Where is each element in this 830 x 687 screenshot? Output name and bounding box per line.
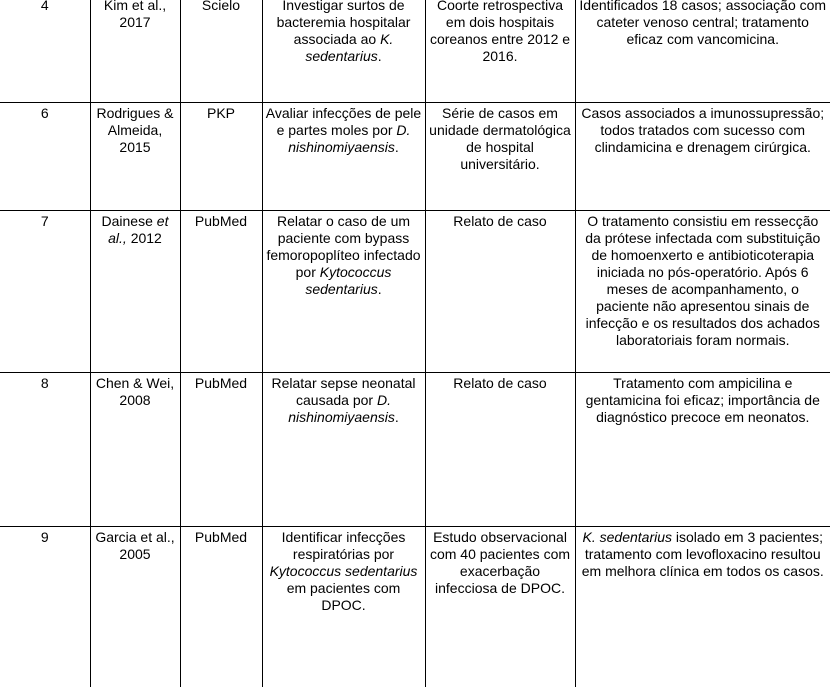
cell-results bbox=[575, 211, 830, 373]
cell-text: Relatar o caso de um paciente com bypass femoropoplíteo infectado por bbox=[266, 213, 421, 280]
cell-text: Identificados 18 casos; associação com cateter venoso central; tratamento eficaz com vancomicina. bbox=[579, 0, 827, 47]
cell-number: 8 bbox=[0, 373, 90, 527]
cell-text: Identificar infecções respiratórias por bbox=[281, 529, 406, 562]
cell-text: Investigar surtos de bacteremia hospitalar associada ao bbox=[276, 0, 411, 47]
cell-author: Chen & Wei, 2008 bbox=[90, 373, 180, 527]
cell-database: Scielo bbox=[180, 0, 262, 103]
table-row bbox=[0, 527, 830, 687]
cell-design bbox=[425, 103, 575, 211]
cell-text: Casos associados a imunossupressão; todos tratados com sucesso com clindamicina e drenagem cirúrgica. bbox=[581, 105, 825, 155]
cell-text: . bbox=[377, 48, 382, 64]
italic-text: D. nishinomiyaensis bbox=[288, 122, 411, 155]
cell-text: . bbox=[377, 281, 382, 297]
cell-text: Dainese bbox=[101, 213, 157, 229]
cell-results bbox=[575, 527, 830, 687]
cell-text: Relatar sepse neonatal causada por bbox=[271, 375, 416, 408]
cell-text: . bbox=[394, 409, 399, 425]
cell-author: Rodrigues & Almeida, 2015 bbox=[90, 103, 180, 211]
italic-text: Kytococcus sedentarius bbox=[305, 264, 392, 297]
table-row bbox=[0, 0, 830, 103]
italic-text: K. sedentarius bbox=[582, 529, 672, 545]
cell-text: Coorte retrospectiva em dois hospitais coreanos entre 2012 e 2016. bbox=[429, 0, 571, 64]
cell-text: O tratamento consistiu em ressecção da prótese infectada com substituição de homoenxerto e antibioticoterapia iniciada no pós-operatório. Após 6 meses de acompanhamento, o paciente não apresentou sinais de infecção e os resultados dos achados laboratoriais foram normais. bbox=[585, 213, 821, 348]
cell-results bbox=[575, 0, 830, 103]
table-row bbox=[0, 103, 830, 211]
cell-text: Tratamento com ampicilina e gentamicina foi eficaz; importância de diagnóstico precoce em neonatos. bbox=[585, 375, 820, 425]
cell-text: em pacientes com DPOC. bbox=[286, 580, 401, 613]
cell-text: 2012 bbox=[126, 230, 162, 246]
cell-text: Relato de caso bbox=[453, 375, 547, 391]
cell-text: Estudo observacional com 40 pacientes com exacerbação infecciosa de DPOC. bbox=[429, 529, 571, 596]
italic-text: Kytococcus sedentarius bbox=[269, 563, 418, 579]
cell-objective bbox=[262, 0, 425, 103]
cell-design bbox=[425, 211, 575, 373]
cell-database: PubMed bbox=[180, 527, 262, 687]
cell-author: Garcia et al., 2005 bbox=[90, 527, 180, 687]
cell-text: Avaliar infecções de pele e partes moles por bbox=[265, 105, 422, 138]
cell-results bbox=[575, 103, 830, 211]
cell-number: 4 bbox=[0, 0, 90, 103]
cell-objective bbox=[262, 211, 425, 373]
cell-objective bbox=[262, 373, 425, 527]
italic-text: et al., bbox=[108, 213, 169, 246]
cell-objective bbox=[262, 103, 425, 211]
cell-objective bbox=[262, 527, 425, 687]
cell-results bbox=[575, 373, 830, 527]
cell-design bbox=[425, 373, 575, 527]
italic-text: K. sedentarius bbox=[305, 31, 394, 64]
cell-text: isolado em 3 pacientes; tratamento com levofloxacino resultou em melhora clínica em todos os casos. bbox=[581, 529, 824, 579]
cell-text: . bbox=[394, 139, 399, 155]
italic-text: D. nishinomiyaensis bbox=[288, 392, 395, 425]
table-row bbox=[0, 211, 830, 373]
cell-design bbox=[425, 527, 575, 687]
table-row bbox=[0, 373, 830, 527]
cell-database: PubMed bbox=[180, 211, 262, 373]
cell-number: 6 bbox=[0, 103, 90, 211]
cell-number: 9 bbox=[0, 527, 90, 687]
cell-database: PubMed bbox=[180, 373, 262, 527]
cell-text: Série de casos em unidade dermatológica de hospital universitário. bbox=[429, 105, 571, 172]
cell-database: PKP bbox=[180, 103, 262, 211]
cell-author bbox=[90, 211, 180, 373]
cell-design bbox=[425, 0, 575, 103]
cell-author: Kim et al., 2017 bbox=[90, 0, 180, 103]
cell-number: 7 bbox=[0, 211, 90, 373]
cell-text: Relato de caso bbox=[453, 213, 547, 229]
